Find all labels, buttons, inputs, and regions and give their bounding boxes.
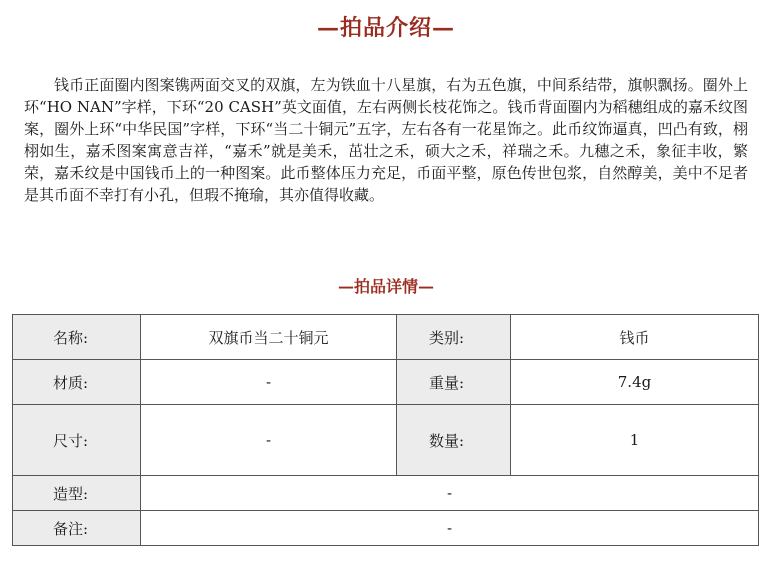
weight-label: 重量: <box>397 360 511 405</box>
name-label: 名称: <box>13 315 141 360</box>
intro-section-title: —拍品介绍— <box>316 15 455 41</box>
quantity-label: 数量: <box>397 405 511 476</box>
lot-description: 钱币正面圈内图案镌两面交叉的双旗，左为铁血十八星旗，右为五色旗，中间系结带，旗帜飘扬。圈外上环“HO NAN”字样，下环“20 CASH”英文面值，左右两侧长枝花饰之。钱币背面圈内为稻穗组成的嘉禾纹图案，圈外上环“中华民国”字样，下环“当二十铜元”五字，左右各有一花星饰之。此币纹饰逼真，凹凸有致，栩栩如生，嘉禾图案寓意吉祥，“嘉禾”就是美禾，茁壮之禾，硕大之禾，祥瑞之禾。九穗之禾，象征丰收，繁荣，嘉禾纹是中国钱币上的一种图案。此币整体压力充足，币面平整，原色传世包浆，自然醇美，美中不足者是其币面不幸打有小孔，但瑕不掩瑜，其亦值得收藏。 <box>24 76 748 204</box>
name-value: 双旗币当二十铜元 <box>141 315 397 360</box>
weight-value: 7.4g <box>511 360 759 405</box>
table-row <box>13 405 759 476</box>
table-row <box>13 476 759 511</box>
table-row <box>13 315 759 360</box>
material-value: - <box>141 360 397 405</box>
category-label: 类别: <box>397 315 511 360</box>
category-value: 钱币 <box>511 315 759 360</box>
table-row <box>13 511 759 546</box>
notes-label: 备注: <box>13 511 141 546</box>
table-row <box>13 360 759 405</box>
size-value: - <box>141 405 397 476</box>
material-label: 材质: <box>13 360 141 405</box>
shape-value: - <box>141 476 759 511</box>
lot-details-table <box>12 314 759 546</box>
details-section-title: —拍品详情— <box>337 277 434 296</box>
shape-label: 造型: <box>13 476 141 511</box>
size-label: 尺寸: <box>13 405 141 476</box>
notes-value: - <box>141 511 759 546</box>
quantity-value: 1 <box>511 405 759 476</box>
